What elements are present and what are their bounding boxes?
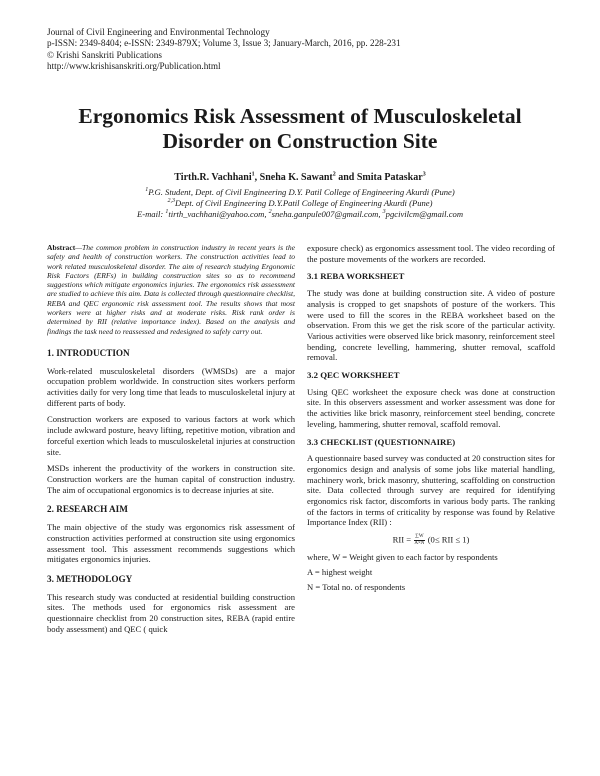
formula-numerator: ∑W <box>415 534 424 540</box>
introduction-paragraph: Work-related musculoskeletal disorders (WMSDs) are a major occupation problem worldwide. In construction sites workers perform activities daily for very long time that leads to musculoskeletal injury at different parts of body. <box>47 365 295 408</box>
formula-fraction <box>414 534 424 547</box>
author-2-mark: 2 <box>332 171 336 178</box>
reba-heading: 3.1 REBA WORKSHEET <box>307 271 405 282</box>
journal-header <box>47 27 401 73</box>
formula-denominator: A×N <box>414 541 425 547</box>
left-column <box>47 243 295 640</box>
affiliations <box>0 187 600 219</box>
title-line-2: Disorder on Construction Site <box>162 129 438 153</box>
right-column <box>307 243 555 596</box>
methodology-paragraph: This research study was conducted at residential building construction sites. The methods used for ergonomics risk assessment are questionnaire checklist from 20 construction sites, REBA (rapid entire body assessment) and QEC ( quick <box>47 591 295 634</box>
affiliation-2-text: Dept. of Civil Engineering D.Y.Patil College of Engineering Akurdi (Pune) <box>175 197 433 208</box>
affiliation-1-mark: 1 <box>145 187 149 194</box>
email-1-mark: 1 <box>165 208 169 215</box>
methodology-paragraph-continued: exposure check) as ergonomics assessment tool. The video recording of the posture movements of the workers are recorded. <box>307 243 555 264</box>
checklist-heading: 3.3 CHECKLIST (QUESTIONNAIRE) <box>307 436 456 447</box>
journal-issn: p-ISSN: 2349-8404; e-ISSN: 2349-879X; Volume 3, Issue 3; January-March, 2016, pp. 228-231 <box>47 38 401 49</box>
author-separator: and <box>335 172 357 183</box>
author-separator: , <box>254 172 260 183</box>
affiliation-1-text: P.G. Student, Dept. of Civil Engineering D.Y. Patil College of Engineering Akurdi (Pune) <box>148 187 455 197</box>
email-3-mark: 3 <box>382 208 386 215</box>
formula-range: (0≤ RII ≤ 1) <box>425 534 470 545</box>
journal-publisher: © Krishi Sanskriti Publications <box>47 49 162 60</box>
email-label: E-mail: <box>136 208 166 219</box>
paper-title <box>0 104 600 154</box>
author-1-mark: 1 <box>251 171 255 178</box>
author-2: Sneha K. Sawant <box>259 172 333 183</box>
introduction-paragraph: Construction workers are exposed to various factors at work which include awkward posture, heavy lifting, repetitive motion, vibration and forceful exertion which leads to musculoskeletal injuries at construction site. <box>47 414 295 457</box>
email-2[interactable]: sneha.ganpule007@gmail.com, <box>271 208 383 219</box>
research-aim-heading: 2. RESEARCH AIM <box>47 504 128 515</box>
formula-lhs: RII = <box>392 534 414 545</box>
email-line <box>0 209 600 220</box>
qec-paragraph: Using QEC worksheet the exposure check was done at construction site. In this observers assessment and worker assessment was done for the activities like brick masonry, reinforcement steel bending, concrete leveling, hammering, shutter removal, scaffold removal. <box>307 386 555 429</box>
introduction-paragraph: MSDs inherent the productivity of the workers in construction site. Construction workers are the human capital of construction industry. The aim of occupational ergonomics is to decrease injuries at site. <box>47 463 295 495</box>
checklist-paragraph: A questionnaire based survey was conducted at 20 construction sites for ergonomics design and analysis of some jobs like material handling, machinery work, brick masonry, shuttering, scaffolding on construction site. Data collected through survey are required for identifying ergonomics risk factor, discomforts in various body parts. The ranking of the factors in terms of criticality by response was found by Relative Importance Index (RII) : <box>307 453 555 528</box>
introduction-heading: 1. INTRODUCTION <box>47 347 130 358</box>
author-3-mark: 3 <box>422 171 426 178</box>
journal-url[interactable]: http://www.krishisanskriti.org/Publication.html <box>47 61 221 72</box>
abstract-text: —The common problem in construction industry in recent years is the safety and health of construction workers. The construction activities lead to work related musculoskeletal disorder. The aim of research studying Ergonomic Risk Factors (ERFs) in building construction sites so as to recommend suggestions which mitigate ergonomics injuries. The ergonomics risk assessment are studied to achieve this aim. Data is collected through questionnaire checklist, REBA and QEC ergonomic risk assessment tool. The results shows that most workers were at higher risks and at moderate risks. Risk rank order is determined by RII (relative importance index). Based on the analysis and findings the task need to reassessed and redesigned to safely carry out. <box>47 243 295 336</box>
qec-heading: 3.2 QEC WORKSHEET <box>307 370 400 381</box>
formula-where: where, W = Weight given to each factor by respondents <box>307 552 498 563</box>
abstract <box>47 243 295 336</box>
email-1[interactable]: tirth_vachhani@yahoo.com, <box>168 208 269 219</box>
journal-name: Journal of Civil Engineering and Environmental Technology <box>47 27 270 37</box>
author-3: Smita Pataskar <box>356 172 423 183</box>
methodology-heading: 3. METHODOLOGY <box>47 573 133 584</box>
author-list <box>0 172 600 183</box>
email-2-mark: 2 <box>268 208 272 215</box>
affiliation-2 <box>0 198 600 209</box>
research-aim-paragraph: The main objective of the study was ergonomics risk assessment of construction activities performed at construction site using ergonomics assessment tool. This assessment recommends suggestions which mitigates ergonomics injuries. <box>47 522 295 565</box>
email-3[interactable]: pgcivilcm@gmail.com <box>385 208 464 219</box>
abstract-label: Abstract <box>47 243 76 252</box>
reba-paragraph: The study was done at building construction site. A video of posture analysis is cropped to get snapshots of posture of the workers. This were used to fill the scores in the REBA worksheet based on the observation. From this we get the risk score of the particular activity. Various activities were observed like brick masonry, reinforcement steel bending, concrete levelling, hammering, shutter removal, scaffold removal. <box>307 288 555 363</box>
title-line-1: Ergonomics Risk Assessment of Musculoskeletal <box>78 104 522 128</box>
formula-a-definition: A = highest weight <box>307 566 373 577</box>
affiliation-2-mark: 2,3 <box>167 197 176 204</box>
author-1: Tirth.R. Vachhani <box>174 172 252 183</box>
formula-n-definition: N = Total no. of respondents <box>307 581 406 592</box>
rii-formula <box>307 534 555 547</box>
affiliation-1 <box>0 187 600 198</box>
